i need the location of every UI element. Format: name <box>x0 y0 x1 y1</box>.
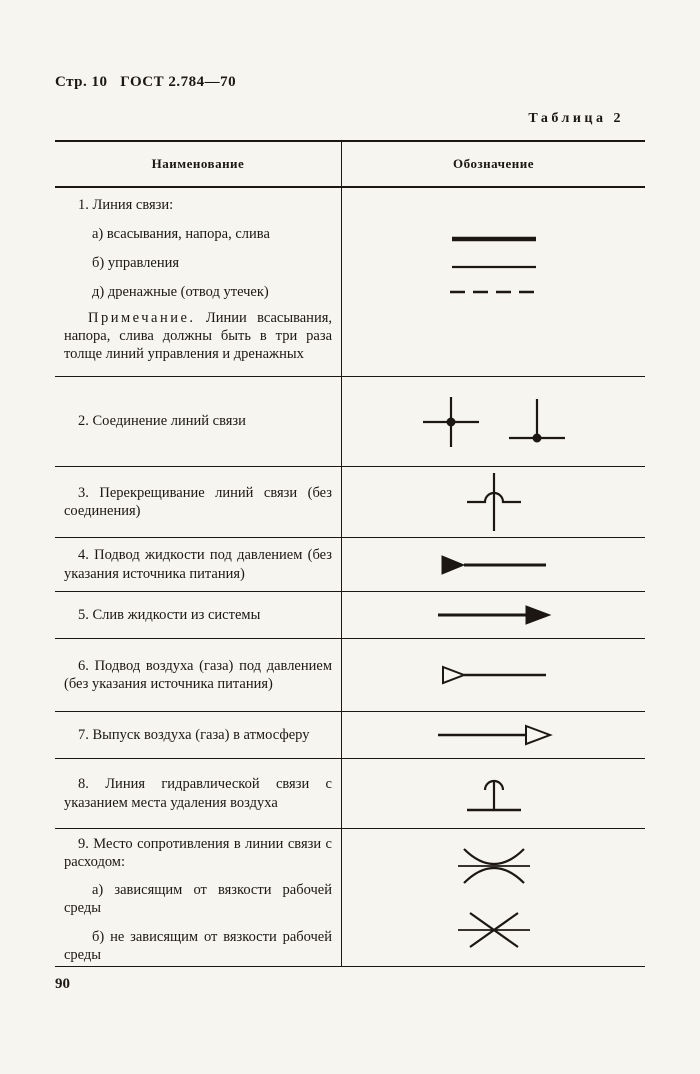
table-row-5 <box>55 592 645 639</box>
row-1-name-cell <box>55 188 342 376</box>
row-9-symbol-cell <box>342 829 645 966</box>
row-4-symbol-cell <box>342 538 645 591</box>
row-note <box>64 309 332 364</box>
row-title: 2. Соединение линий связи <box>78 413 246 430</box>
row-5-symbol-cell <box>342 592 645 638</box>
table-row-4 <box>55 538 645 592</box>
column-header-name: Наименование <box>55 142 342 186</box>
row-8-name-cell <box>55 759 342 828</box>
table-row-6 <box>55 639 645 712</box>
note-text: Линии всасывания, напора, слива должны быть в три раза толще линий управления и дренажных <box>64 309 332 363</box>
row-title: 6. Подвод воздуха (газа) под давлением (без указания источника питания) <box>64 657 332 692</box>
filled-arrowhead-line-icon <box>434 604 554 626</box>
table-row-9 <box>55 829 645 967</box>
row-title: 8. Линия гидравлической связи с указанием места удаления воздуха <box>64 776 332 811</box>
hollow-arrowhead-line-icon <box>434 723 554 747</box>
table-row-7 <box>55 712 645 759</box>
row-subitem-d: д) дренажные (отвод утечек) <box>92 284 269 301</box>
viscosity-dependent-resistance-icon <box>456 845 532 887</box>
row-6-symbol-cell <box>342 639 645 711</box>
table-row-2 <box>55 377 645 467</box>
table-row-8 <box>55 759 645 829</box>
row-subitem-a: а) всасывания, напора, слива <box>92 226 270 243</box>
table-caption: Таблица 2 <box>528 111 624 126</box>
row-2-name-cell <box>55 377 342 466</box>
row-title: 3. Перекрещивание линий связи (без соединения) <box>64 484 332 519</box>
row-4-name-cell <box>55 538 342 591</box>
row-5-name-cell <box>55 592 342 638</box>
row-subitem-b: б) управления <box>92 255 180 272</box>
page-header: Стр. 10 ГОСТ 2.784—70 <box>55 74 237 90</box>
dashed-line-icon <box>448 288 540 296</box>
air-vent-point-icon <box>462 772 526 816</box>
table-row-1 <box>55 188 645 377</box>
note-label: Примечание. <box>88 309 196 326</box>
row-9-name-cell <box>55 829 342 966</box>
table-row-3 <box>55 467 645 538</box>
row-title: 1. Линия связи: <box>78 197 174 213</box>
cross-with-dot-icon <box>420 393 482 451</box>
row-title: 7. Выпуск воздуха (газа) в атмосферу <box>78 726 310 743</box>
page-number: 90 <box>55 976 70 992</box>
row-title: 4. Подвод жидкости под давлением (без указания источника питания) <box>64 547 332 582</box>
row-3-name-cell <box>55 467 342 537</box>
viscosity-independent-resistance-icon <box>456 909 532 951</box>
row-subitem-a: а) зависящим от вязкости рабочей среды <box>64 882 332 917</box>
symbols-table <box>55 140 645 967</box>
row-7-symbol-cell <box>342 712 645 758</box>
row-title: 9. Место сопротивления в линии связи с расходом: <box>64 836 332 871</box>
row-2-symbol-cell <box>342 377 645 466</box>
row-subitem-b: б) не зависящим от вязкости рабочей среды <box>64 928 332 963</box>
row-1-symbol-cell <box>342 188 645 376</box>
row-6-name-cell <box>55 639 342 711</box>
column-header-designation: Обозначение <box>453 156 534 171</box>
row-3-symbol-cell <box>342 467 645 537</box>
crossing-hop-icon <box>461 471 527 533</box>
table-header-row <box>55 142 645 188</box>
filled-triangle-line-icon <box>436 554 552 576</box>
thick-solid-line-icon <box>450 234 538 244</box>
hollow-triangle-line-icon <box>436 664 552 686</box>
row-8-symbol-cell <box>342 759 645 828</box>
thin-solid-line-icon <box>450 263 538 271</box>
row-title: 5. Слив жидкости из системы <box>78 606 261 623</box>
tee-with-dot-icon <box>506 393 568 451</box>
row-7-name-cell <box>55 712 342 758</box>
